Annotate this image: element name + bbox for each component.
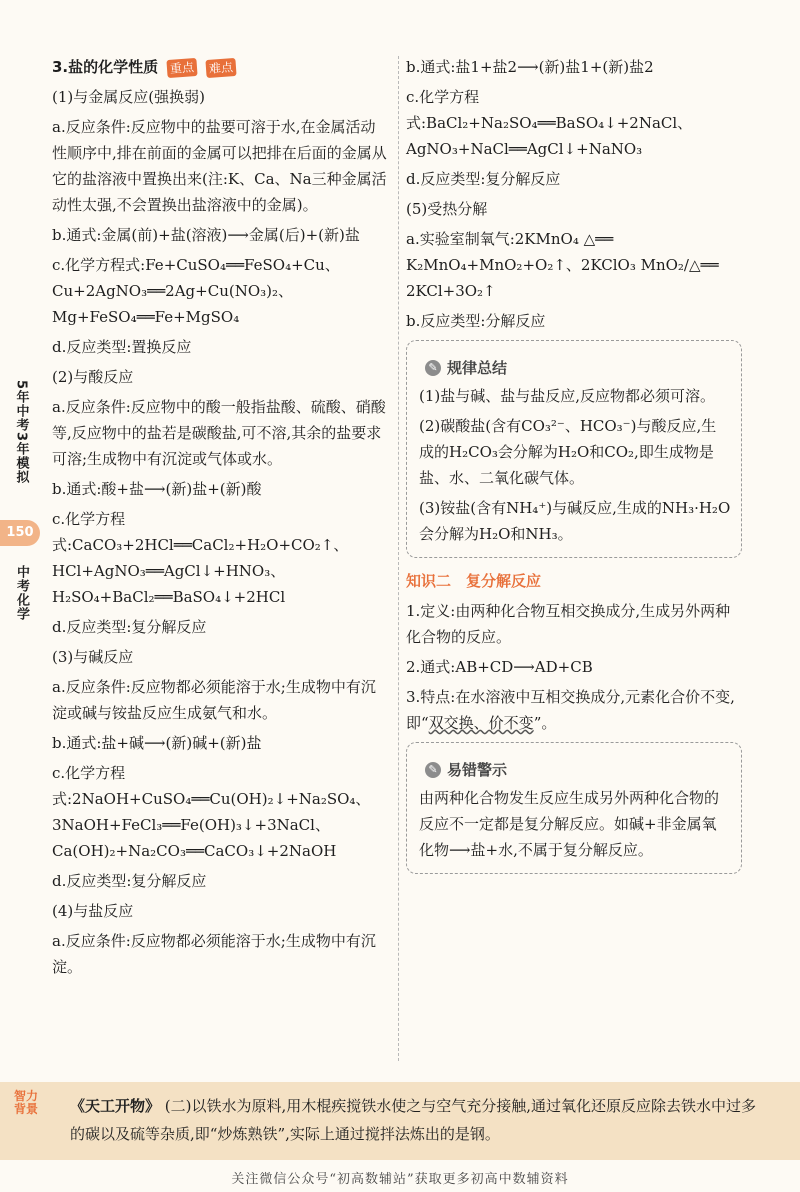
- pencil-icon: ✎: [425, 762, 441, 778]
- left-line: a.反应条件:反应物都必须能溶于水;生成物中有沉淀。: [52, 932, 376, 976]
- footer-note: 关注微信公众号“初高数辅站”获取更多初高中数辅资料: [231, 1172, 569, 1187]
- left-line: b.通式:盐+碱⟶(新)碱+(新)盐: [52, 734, 262, 752]
- background-knowledge-bar: [0, 1082, 800, 1160]
- key-point-tag: 重点: [166, 58, 197, 78]
- column-divider: [398, 56, 399, 1061]
- pencil-icon: ✎: [425, 360, 441, 376]
- left-line: (4)与盐反应: [52, 902, 134, 920]
- section-heading: 3.盐的化学性质 重点 难点: [52, 54, 390, 80]
- page-number: 150: [0, 520, 40, 546]
- right-line: (5)受热分解: [406, 200, 488, 218]
- left-line: c.化学方程式:CaCO₃+2HCl══CaCl₂+H₂O+CO₂↑、HCl+AgNO₃══AgCl↓+HNO₃、H₂SO₄+BaCl₂══BaSO₄↓+2HCl: [52, 510, 349, 606]
- right-line: b.通式:盐1+盐2⟶(新)盐1+(新)盐2: [406, 58, 654, 76]
- left-line: (3)与碱反应: [52, 648, 134, 666]
- subject-label: 中考化学: [14, 565, 29, 621]
- definition: 1.定义:由两种化合物互相交换成分,生成另外两种化合物的反应。: [406, 602, 731, 646]
- right-column: [406, 54, 742, 884]
- left-line: c.化学方程式:Fe+CuSO₄══FeSO₄+Cu、Cu+2AgNO₃══2Ag+Cu(NO₃)₂、Mg+FeSO₄══Fe+MgSO₄: [52, 256, 340, 326]
- knowledge-title: 知识二 复分解反应: [406, 572, 542, 590]
- left-line: (1)与金属反应(强换弱): [52, 88, 205, 106]
- error-warning-box: [406, 742, 742, 874]
- book-title: 《天工开物》: [70, 1097, 161, 1115]
- rule-item: (1)盐与碱、盐与盐反应,反应物都必须可溶。: [419, 387, 716, 405]
- left-line: a.反应条件:反应物中的盐要可溶于水,在金属活动性顺序中,排在前面的金属可以把排在后面的金属从它的盐溶液中置换出来(注:K、Ca、Na三种金属活动性太强,不会置换出盐溶液中的金属)。: [52, 118, 387, 214]
- left-line: b.通式:酸+盐⟶(新)盐+(新)酸: [52, 480, 262, 498]
- right-line: c.化学方程式:BaCl₂+Na₂SO₄══BaSO₄↓+2NaCl、AgNO₃+NaCl══AgCl↓+NaNO₃: [406, 88, 693, 158]
- feature-emphasis: 双交换、价不变: [428, 714, 534, 732]
- right-line: b.反应类型:分解反应: [406, 312, 546, 330]
- right-line: a.实验室制氧气:2KMnO₄ △══ K₂MnO₄+MnO₂+O₂↑、2KClO₃ MnO₂/△══ 2KCl+3O₂↑: [406, 230, 719, 300]
- left-line: a.反应条件:反应物都必须能溶于水;生成物中有沉淀或碱与铵盐反应生成氨气和水。: [52, 678, 376, 722]
- background-label: 智力背景: [13, 1089, 38, 1116]
- left-line: d.反应类型:置换反应: [52, 338, 192, 356]
- left-line: a.反应条件:反应物中的酸一般指盐酸、硫酸、硝酸等,反应物中的盐若是碳酸盐,可不溶,其余的盐要求可溶;生成物中有沉淀或气体或水。: [52, 398, 386, 468]
- left-line: d.反应类型:复分解反应: [52, 872, 207, 890]
- left-line: b.通式:金属(前)+盐(溶液)⟶金属(后)+(新)盐: [52, 226, 360, 244]
- rule-item: (2)碳酸盐(含有CO₃²⁻、HCO₃⁻)与酸反应,生成的H₂CO₃会分解为H₂O和CO₂,即生成物是盐、水、二氧化碳气体。: [419, 417, 717, 487]
- side-series: [0, 380, 42, 484]
- left-column: [52, 54, 390, 984]
- left-line: d.反应类型:复分解反应: [52, 618, 207, 636]
- left-line: (2)与酸反应: [52, 368, 134, 386]
- series-label: 5年中考3年模拟: [13, 380, 29, 485]
- background-text: (二)以铁水为原料,用木棍疾搅铁水使之与空气充分接触,通过氧化还原反应除去铁水中过多的碳以及硫等杂质,即“炒炼熟铁”,实际上通过搅拌法炼出的是钢。: [70, 1097, 757, 1143]
- error-warning-title: 易错警示: [447, 761, 508, 779]
- difficulty-tag: 难点: [205, 58, 236, 78]
- left-line: c.化学方程式:2NaOH+CuSO₄══Cu(OH)₂↓+Na₂SO₄、3NaOH+FeCl₃══Fe(OH)₃↓+3NaCl、Ca(OH)₂+Na₂CO₃══CaCO₃↓+2NaOH: [52, 764, 371, 860]
- general-formula: 2.通式:AB+CD⟶AD+CB: [406, 658, 593, 676]
- feature: 3.特点:在水溶液中互相交换成分,元素化合价不变,即“双交换、价不变”。: [406, 688, 735, 732]
- rule-summary-title: 规律总结: [447, 359, 508, 377]
- rule-summary-box: [406, 340, 742, 558]
- rule-item: (3)铵盐(含有NH₄⁺)与碱反应,生成的NH₃·H₂O会分解为H₂O和NH₃。: [419, 499, 731, 543]
- right-line: d.反应类型:复分解反应: [406, 170, 561, 188]
- error-warning-text: 由两种化合物发生反应生成另外两种化合物的反应不一定都是复分解反应。如碱+非金属氧化物⟶盐+水,不属于复分解反应。: [419, 789, 720, 859]
